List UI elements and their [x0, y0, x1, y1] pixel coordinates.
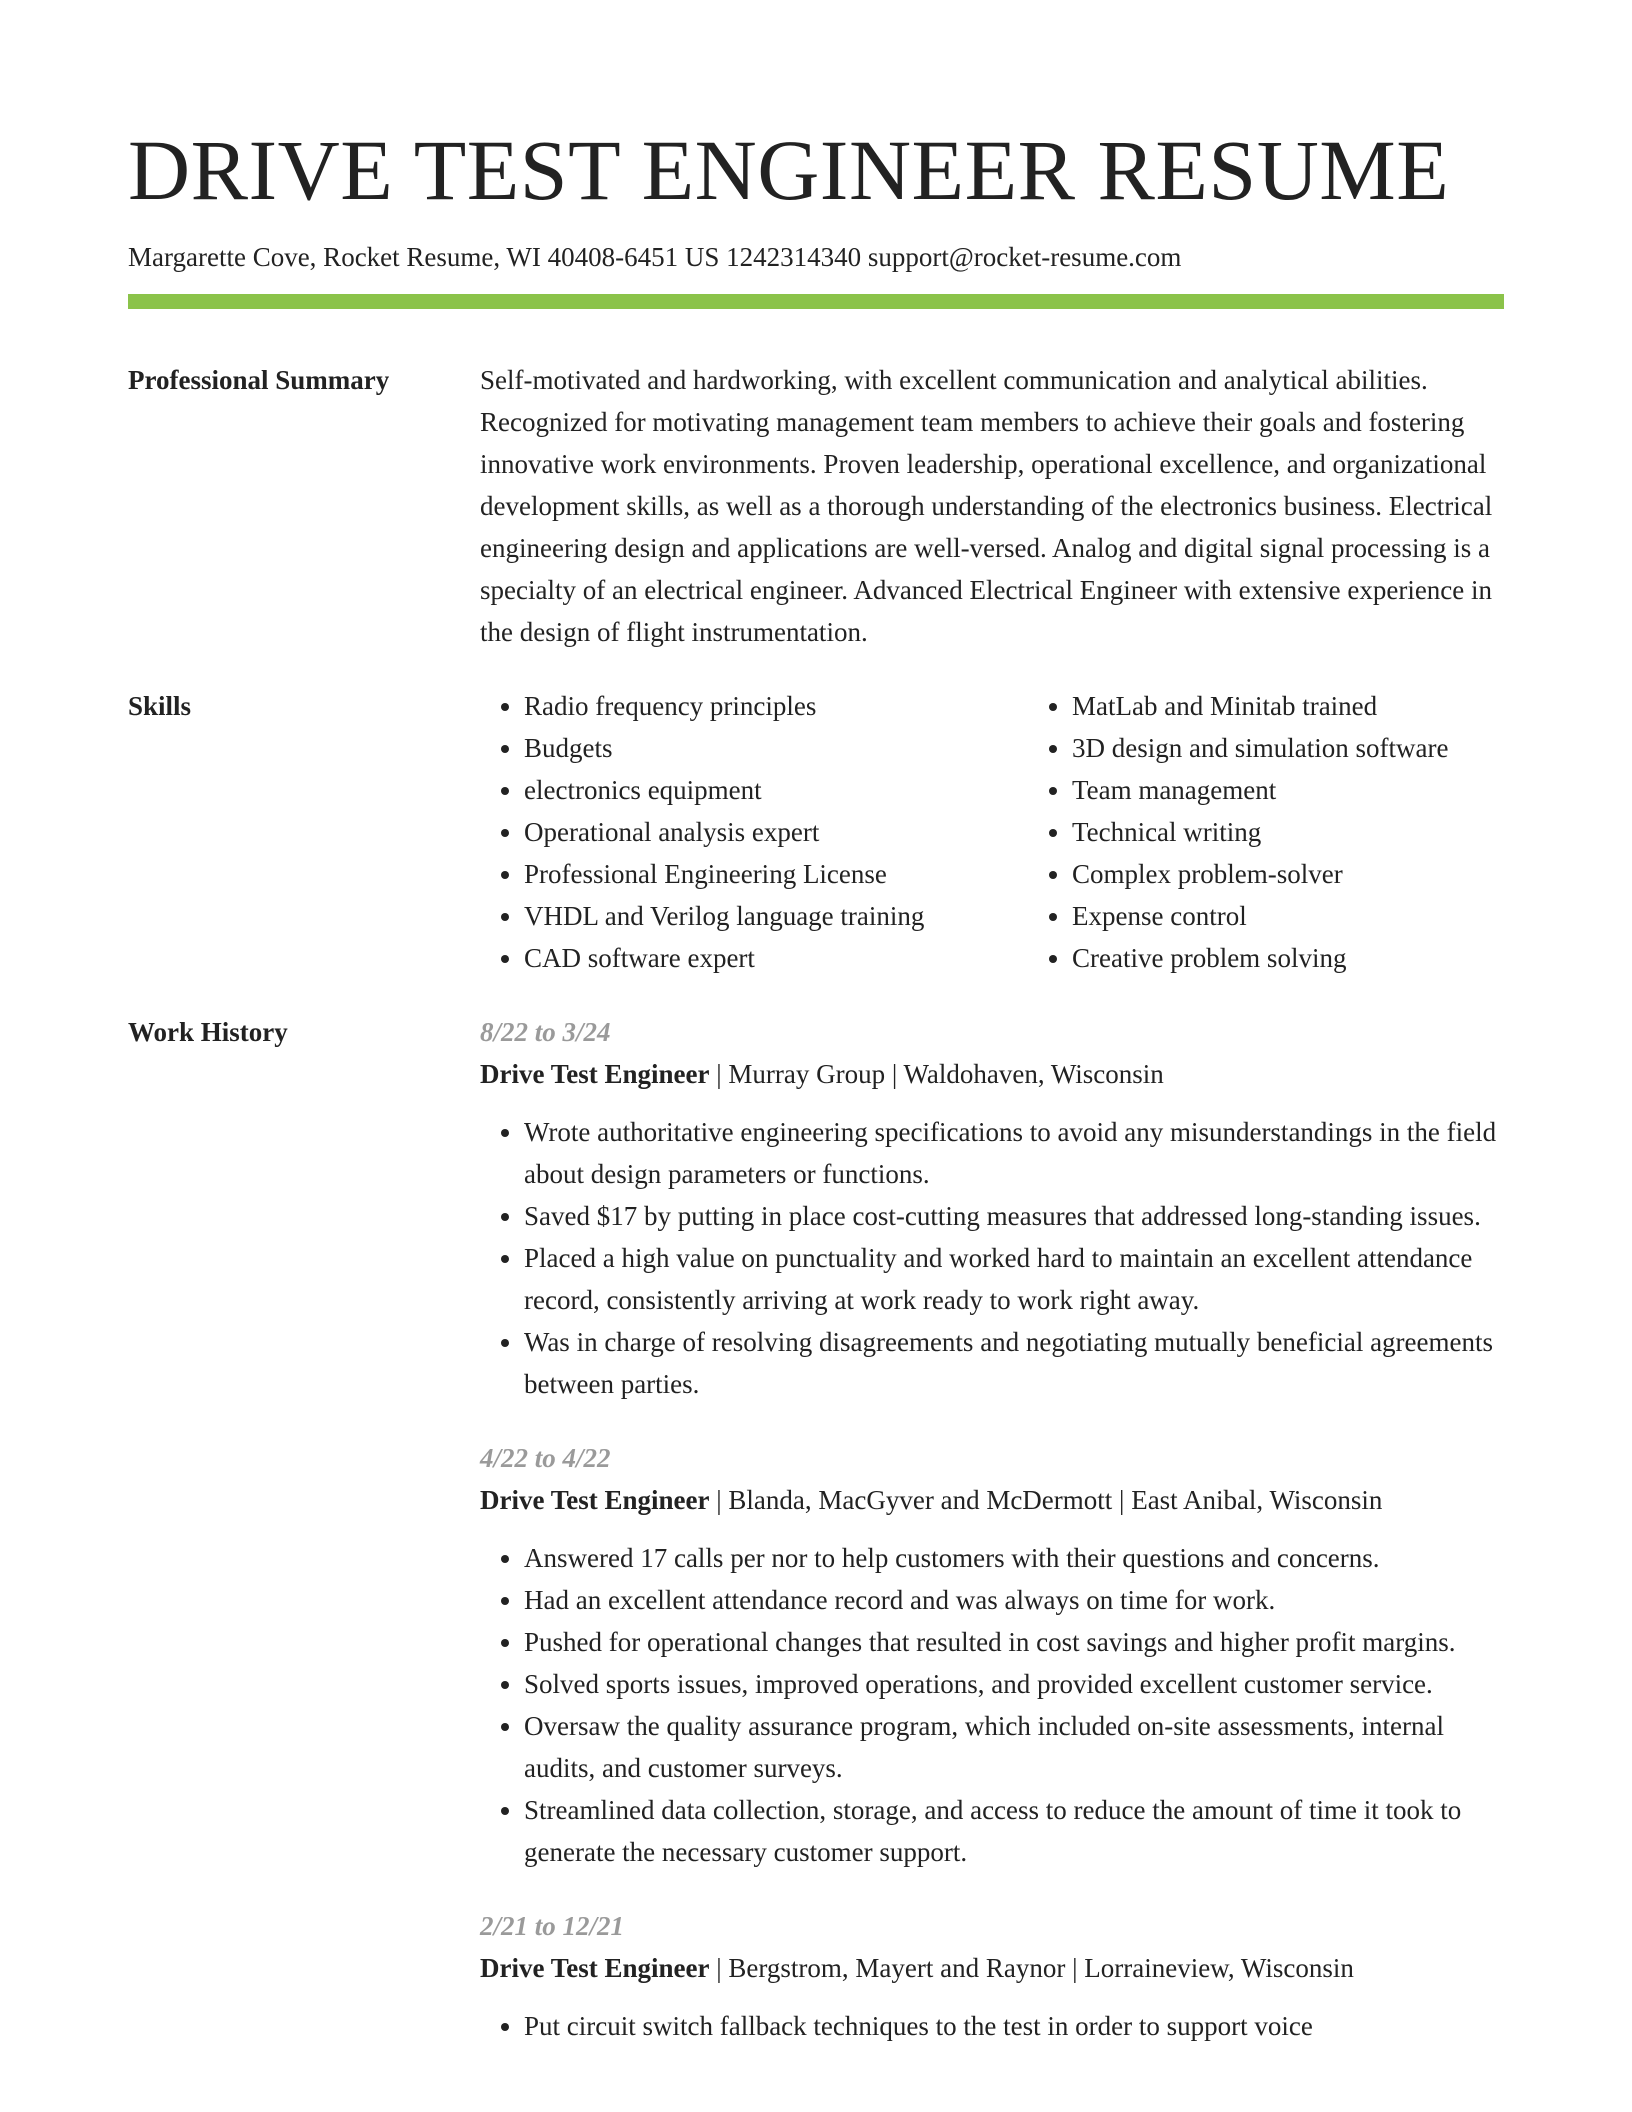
job-dates: 4/22 to 4/22	[480, 1443, 611, 1473]
section-label-work: Work History	[128, 1017, 288, 1047]
skills-list-left	[480, 685, 1028, 979]
job-bullet: • Oversaw the quality assurance program, which included on-site assessments, internal audits, and customer surveys.	[524, 1705, 1504, 1789]
skills-list-right	[1028, 685, 1576, 979]
job-bullets	[480, 1537, 1504, 1873]
job-location: Lorraineview, Wisconsin	[1084, 1953, 1354, 1983]
job-bullet: • Was in charge of resolving disagreements and negotiating mutually beneficial agreements between parties.	[524, 1321, 1504, 1405]
job-dates: 8/22 to 3/24	[480, 1017, 611, 1047]
skills-section	[128, 685, 1504, 979]
job-bullets	[480, 2005, 1504, 2047]
job-separator: |	[709, 1059, 729, 1089]
skill-item: • Technical writing	[1072, 811, 1576, 853]
job-company: Bergstrom, Mayert and Raynor	[728, 1953, 1066, 1983]
skill-item: • Professional Engineering License	[524, 853, 1028, 895]
job-bullet: • Wrote authoritative engineering specifications to avoid any misunderstandings in the field about design parameters or functions.	[524, 1111, 1504, 1195]
job-location: East Anibal, Wisconsin	[1131, 1485, 1383, 1515]
job-heading	[480, 1053, 1504, 1095]
job-bullet: • Had an excellent attendance record and was always on time for work.	[524, 1579, 1504, 1621]
job-bullets	[480, 1111, 1504, 1405]
skill-item: • Operational analysis expert	[524, 811, 1028, 853]
skills-columns	[480, 685, 1576, 979]
job-entry	[480, 1905, 1504, 2047]
job-title: Drive Test Engineer	[480, 1059, 710, 1089]
job-entry	[480, 1011, 1504, 1405]
skill-item: • CAD software expert	[524, 937, 1028, 979]
summary-text: Self-motivated and hardworking, with excellent communication and analytical abilities. Recognized for motivating management team members to achieve their goals and fostering innovative work environments. Proven leadership, operational excellence, and organizational development skills, as well as a thorough understanding of the electronics business. Electrical engineering design and applications are well-versed. Analog and digital signal processing is a specialty of an electrical engineer. Advanced Electrical Engineer with extensive experience in the design of flight instrumentation.	[480, 365, 1493, 647]
accent-divider	[128, 294, 1504, 309]
job-bullet: • Answered 17 calls per nor to help customers with their questions and concerns.	[524, 1537, 1504, 1579]
job-title: Drive Test Engineer	[480, 1953, 710, 1983]
job-separator: |	[885, 1059, 904, 1089]
job-location: Waldohaven, Wisconsin	[903, 1059, 1164, 1089]
skill-item: • VHDL and Verilog language training	[524, 895, 1028, 937]
job-bullet: • Solved sports issues, improved operations, and provided excellent customer service.	[524, 1663, 1504, 1705]
job-dates: 2/21 to 12/21	[480, 1911, 625, 1941]
skill-item: • Radio frequency principles	[524, 685, 1028, 727]
skill-item: • Creative problem solving	[1072, 937, 1576, 979]
skill-item: • MatLab and Minitab trained	[1072, 685, 1576, 727]
skill-item: • electronics equipment	[524, 769, 1028, 811]
job-heading	[480, 1947, 1504, 1989]
job-company: Blanda, MacGyver and McDermott	[728, 1485, 1113, 1515]
work-history-section	[128, 1011, 1504, 2079]
job-entry	[480, 1437, 1504, 1873]
skill-item: • Team management	[1072, 769, 1576, 811]
job-heading	[480, 1479, 1504, 1521]
work-history-body	[480, 1011, 1504, 2079]
job-bullet: • Put circuit switch fallback techniques to the test in order to support voice	[524, 2005, 1504, 2047]
job-separator: |	[1065, 1953, 1085, 1983]
job-bullet: • Placed a high value on punctuality and worked hard to maintain an excellent attendance record, consistently arriving at work ready to work right away.	[524, 1237, 1504, 1321]
job-title: Drive Test Engineer	[480, 1485, 710, 1515]
job-bullet: • Pushed for operational changes that resulted in cost savings and higher profit margins.	[524, 1621, 1504, 1663]
section-label-summary: Professional Summary	[128, 365, 390, 395]
job-bullet: • Streamlined data collection, storage, and access to reduce the amount of time it took to generate the necessary customer support.	[524, 1789, 1504, 1873]
skill-item: • Expense control	[1072, 895, 1576, 937]
job-company: Murray Group	[728, 1059, 886, 1089]
resume-title: DRIVE TEST ENGINEER RESUME	[128, 122, 1450, 218]
job-separator: |	[709, 1485, 729, 1515]
contact-line: Margarette Cove, Rocket Resume, WI 40408-6451 US 1242314340 support@rocket-resume.com	[128, 242, 1182, 272]
job-separator: |	[709, 1953, 729, 1983]
professional-summary-section	[128, 359, 1504, 653]
skill-item: • 3D design and simulation software	[1072, 727, 1576, 769]
job-bullet: • Saved $17 by putting in place cost-cutting measures that addressed long-standing issues.	[524, 1195, 1504, 1237]
skill-item: • Complex problem-solver	[1072, 853, 1576, 895]
section-label-skills: Skills	[128, 691, 192, 721]
skill-item: • Budgets	[524, 727, 1028, 769]
job-separator: |	[1112, 1485, 1132, 1515]
